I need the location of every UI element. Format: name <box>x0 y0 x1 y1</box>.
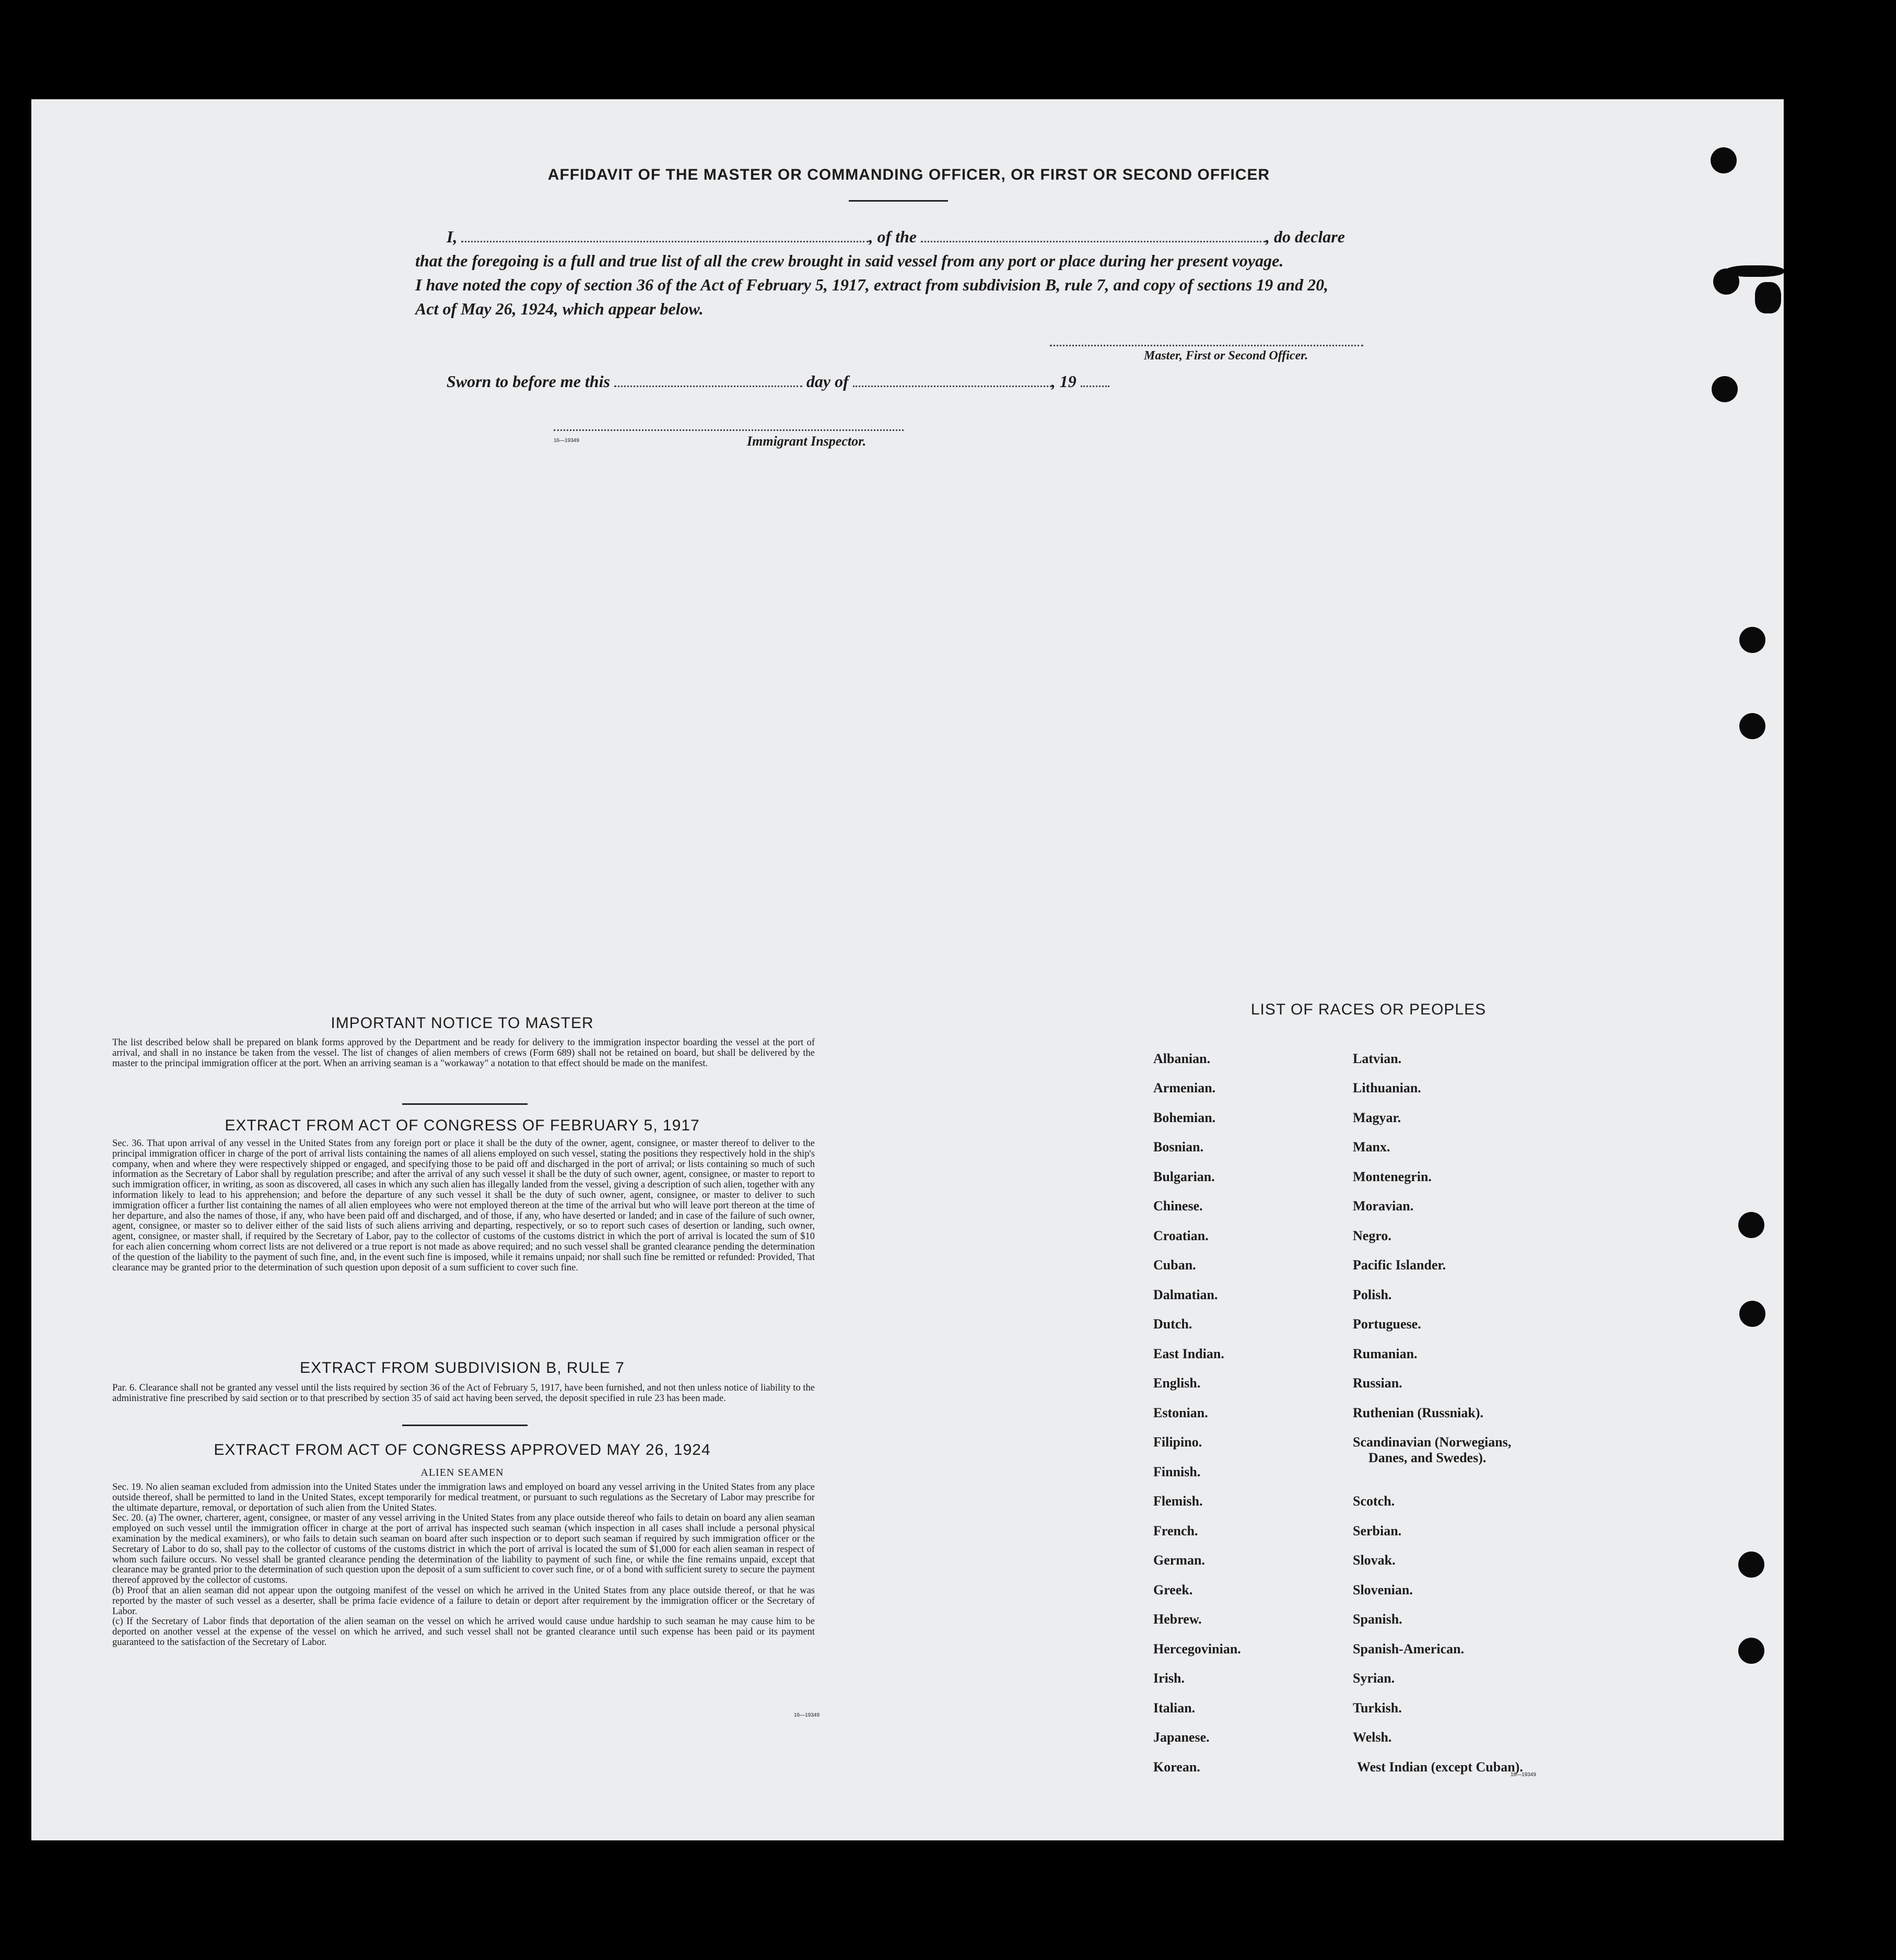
rule7-title: EXTRACT FROM SUBDIVISION B, RULE 7 <box>300 1359 625 1376</box>
inspector-signature-line[interactable] <box>554 429 904 431</box>
race-item: Estonian. <box>1153 1405 1208 1420</box>
race-item: Negro. <box>1353 1228 1391 1243</box>
document-sheet <box>31 99 1784 1840</box>
race-item: Dalmatian. <box>1153 1287 1218 1302</box>
race-item: Slovenian. <box>1353 1582 1413 1597</box>
race-item: Albanian. <box>1153 1051 1211 1066</box>
punch-hole <box>1738 1551 1764 1578</box>
race-item: Italian. <box>1153 1700 1196 1716</box>
race-item: Croatian. <box>1153 1228 1209 1243</box>
divider <box>849 200 948 202</box>
race-item: Lithuanian. <box>1353 1080 1421 1095</box>
punch-hole <box>1711 147 1737 173</box>
race-item: Armenian. <box>1153 1080 1216 1095</box>
divider <box>402 1425 528 1426</box>
race-item: East Indian. <box>1153 1346 1224 1361</box>
punch-hole <box>1739 627 1765 653</box>
binding-mark <box>1755 282 1781 313</box>
race-item: Danes, and Swedes). <box>1368 1450 1487 1465</box>
race-item: Hebrew. <box>1153 1612 1202 1627</box>
race-item: Ruthenian (Russniak). <box>1353 1405 1483 1420</box>
race-item: Irish. <box>1153 1671 1185 1686</box>
race-item: Cuban. <box>1153 1257 1196 1273</box>
race-item: Slovak. <box>1353 1553 1396 1568</box>
punch-hole <box>1739 713 1765 739</box>
sworn-prefix: Sworn to before me this <box>447 372 610 391</box>
inspector-label: Immigrant Inspector. <box>747 434 867 449</box>
vessel-field[interactable] <box>921 229 1266 242</box>
sworn-month-field[interactable] <box>853 374 1051 387</box>
affidavit-line3: I have noted the copy of section 36 of the Act of February 5, 1917, extract from subdivision B, rule 7, and copy of sections 19 and 20, <box>415 275 1329 294</box>
divider <box>402 1103 528 1105</box>
race-item: Greek. <box>1153 1582 1193 1597</box>
race-item: Spanish. <box>1353 1612 1402 1627</box>
affidavit-of-the: , of the <box>869 227 917 246</box>
extract-1917-body: Sec. 36. That upon arrival of any vessel in the United States from any foreign port or place it shall be the duty of the owner, agent, consignee, or master thereof to deliver to the principal immigration officer in charge of the port of arrival lists containing the names of all aliens employed on such vessel, stating the positions they respectively hold in the ship's company, when and where they were respectively shipped or engaged, and specifying those to be paid off and discharged in the port of arrival; or lists containing so much of such information as the Secretary of Labor shall by regulation prescribe; and after the arrival of any such vessel it shall be the duty of such owner, agent, consignee, or master to report to such immigration officer, in writing, as soon as discovered, all cases in which any such alien has illegally landed from the vessel, giving a description of such alien, together with any information likely to lead to his apprehension; and before the departure of any such vessel it shall be the duty of such owner, agent, consignee, or master to deliver to such immigration officer a further list containing the names of all alien employees who were not employed thereon at the time of the arrival but who will leave port thereon at the time of her departure, and also the names of those, if any, who have been paid off and discharged, and of those, if any, who have deserted or landed; and in case of the failure of such owner, agent, consignee, or master so to deliver either of the said lists of such aliens arriving and departing, respectively, or so to report such cases of desertion or landing, such owner, agent, consignee, or master shall, if required by the Secretary of Labor, pay to the collector of customs of the customs district in which the port of arrival is located the sum of $10 for each alien concerning whom correct lists are not delivered or a true report is not made as above required; and no such vessel shall be granted clearance pending the determination of the question of the liability to the payment of such fine, and, in the event such fine is imposed, while it remains unpaid; nor shall such fine be remitted or refunded: Provided, That clearance may be granted prior to the determination of such question upon deposit of a sum sufficient to cover such fine. <box>112 1138 815 1273</box>
race-item: Bulgarian. <box>1153 1169 1215 1184</box>
race-item: Chinese. <box>1153 1198 1203 1214</box>
affidavit-line2: that the foregoing is a full and true list of all the crew brought in said vessel from any port or place during her present voyage. <box>415 251 1284 270</box>
race-item: Syrian. <box>1353 1671 1395 1686</box>
race-item: Scotch. <box>1353 1494 1395 1509</box>
race-item: Magyar. <box>1353 1110 1401 1125</box>
sworn-year-label: , 19 <box>1051 372 1076 391</box>
race-item: Portuguese. <box>1353 1316 1421 1332</box>
race-item: Russian. <box>1353 1375 1402 1391</box>
sec20b-text: (b) Proof that an alien seaman did not appear upon the outgoing manifest of the vessel on which he arrived in the United States from any place outside thereof, or that he was reported by the master of such vessel as a deserter, shall be prima facie evidence of a failure to detain or deport after requirement by the immigration officer or the Secretary of Labor. <box>112 1585 815 1617</box>
punch-hole <box>1712 376 1738 402</box>
race-item: French. <box>1153 1523 1198 1538</box>
affidavit-title: AFFIDAVIT OF THE MASTER OR COMMANDING OFFICER, OR FIRST OR SECOND OFFICER <box>547 166 1270 183</box>
notice-body: The list described below shall be prepared on blank forms approved by the Department and be ready for delivery to the immigration inspector boarding the vessel at the port of arrival, and shall in no instance be taken from the vessel. The list of changes of alien members of crews (Form 689) shall not be retained on board, but shall be delivered by the master to the principal immigration officer at the port. When an arriving seaman is a "workaway" a notation to that effect should be made on the manifest. <box>112 1037 815 1069</box>
race-item: Moravian. <box>1353 1198 1414 1214</box>
extract-1924-title: EXTRACT FROM ACT OF CONGRESS APPROVED MAY 26, 1924 <box>214 1441 711 1459</box>
race-item: Latvian. <box>1353 1051 1402 1066</box>
master-signature-line[interactable] <box>1050 345 1363 346</box>
affidavit-declare: , do declare <box>1266 227 1345 246</box>
races-left-column <box>1153 1051 1336 1775</box>
extract-1924-body <box>112 1483 815 1648</box>
notice-title: IMPORTANT NOTICE TO MASTER <box>331 1014 594 1032</box>
races-title: LIST OF RACES OR PEOPLES <box>1250 1001 1487 1018</box>
affidavit-i: I, <box>447 227 458 246</box>
race-item: German. <box>1153 1553 1205 1568</box>
race-item: Korean. <box>1153 1759 1200 1775</box>
race-item: Filipino. <box>1153 1434 1202 1450</box>
sec20c-text: (c) If the Secretary of Labor finds that deportation of the alien seaman on the vessel on which he arrived would cause undue hardship to such seaman he may cause him to be deported on another vessel at the expense of the vessel on which he arrived, and such vessel shall not be granted clearance until such expense has been paid or its payment guaranteed to the satisfaction of the Secretary of Labor. <box>112 1616 815 1648</box>
race-item: Manx. <box>1353 1139 1390 1154</box>
extract-1924-subtitle: ALIEN SEAMEN <box>420 1467 504 1478</box>
sec19-text: Sec. 19. No alien seaman excluded from admission into the United States under the immigration laws and employed on board any vessel arriving in the United States from any place outside thereof, shall be permitted to land in the United States, except temporarily for medical treatment, or pursuant to such regulations as the Secretary of Labor may prescribe for the ultimate departure, removal, or deportation of such alien from the United States. <box>112 1482 815 1513</box>
punch-hole <box>1738 1638 1764 1664</box>
races-form-number: 16—19349 <box>1511 1772 1536 1778</box>
race-item: Dutch. <box>1153 1316 1192 1332</box>
affidavit-form-number: 16—19349 <box>554 438 579 444</box>
race-item: Turkish. <box>1353 1700 1402 1716</box>
race-item: Pacific Islander. <box>1353 1257 1446 1273</box>
race-item: Finnish. <box>1153 1464 1201 1479</box>
sworn-day-label: day of <box>806 372 849 391</box>
race-item: Flemish. <box>1153 1494 1203 1509</box>
race-item: Japanese. <box>1153 1730 1210 1745</box>
name-field[interactable] <box>461 229 869 242</box>
race-item: Bohemian. <box>1153 1110 1216 1125</box>
race-item: Spanish-American. <box>1353 1641 1465 1656</box>
sec20a-text: Sec. 20. (a) The owner, charterer, agent, consignee, or master of any vessel arriving in the United States from any place outside thereof who fails to detain on board any alien seaman employed on such vessel until the immigration officer in charge at the port of arrival has inspected such seaman (which inspection in all cases shall include a personal physical examination by the medical examiners), or who fails to detain such seaman on board after such inspection or to deport such seaman if required by such immigration officer or the Secretary of Labor to do so, shall pay to the collector of customs of the customs district in which the port of arrival is located the sum of $1,000 for each alien seaman in respect of whom such failure occurs. No vessel shall be granted clearance pending the determination of the liability to payment of such fine, or while the fine remains unpaid, except that clearance may be granted prior to the determination of such question upon the deposit of a sum sufficient to cover such fine, or of a bond with sufficient surety to secure the payment thereof approved by the collector of customs. <box>112 1513 815 1586</box>
punch-hole <box>1739 1301 1765 1327</box>
race-item: English. <box>1153 1375 1201 1391</box>
race-item: Bosnian. <box>1153 1139 1204 1154</box>
sworn-year-field[interactable] <box>1081 374 1109 387</box>
races-right-column <box>1353 1051 1624 1793</box>
race-item: Rumanian. <box>1353 1346 1418 1361</box>
affidavit-line4: Act of May 26, 1924, which appear below. <box>415 299 704 318</box>
race-item: Welsh. <box>1353 1730 1392 1745</box>
rule7-body: Par. 6. Clearance shall not be granted any vessel until the lists required by section 36 of the Act of February 5, 1917, have been furnished, and not then unless notice of liability to the administrative fine prescribed by said section or to that prescribed by section 35 of said act having been served, the deposit specified in rule 23 has been made. <box>112 1383 815 1404</box>
master-signature-label: Master, First or Second Officer. <box>1144 349 1308 363</box>
affidavit-declaration <box>415 225 1397 321</box>
sworn-day-field[interactable] <box>614 374 802 387</box>
punch-hole <box>1738 1212 1764 1238</box>
race-item: Polish. <box>1353 1287 1392 1302</box>
race-item: Scandinavian (Norwegians, <box>1353 1434 1512 1450</box>
extract-1917-title: EXTRACT FROM ACT OF CONGRESS OF FEBRUARY 5, 1917 <box>225 1117 700 1134</box>
race-item: Hercegovinian. <box>1153 1641 1241 1656</box>
extract-1924-form-number: 16—19349 <box>794 1712 820 1718</box>
race-item: Montenegrin. <box>1353 1169 1432 1184</box>
binding-mark <box>1726 265 1784 277</box>
race-item: West Indian (except Cuban). <box>1357 1759 1523 1775</box>
sworn-line <box>447 372 1109 391</box>
race-item: Serbian. <box>1353 1523 1402 1538</box>
